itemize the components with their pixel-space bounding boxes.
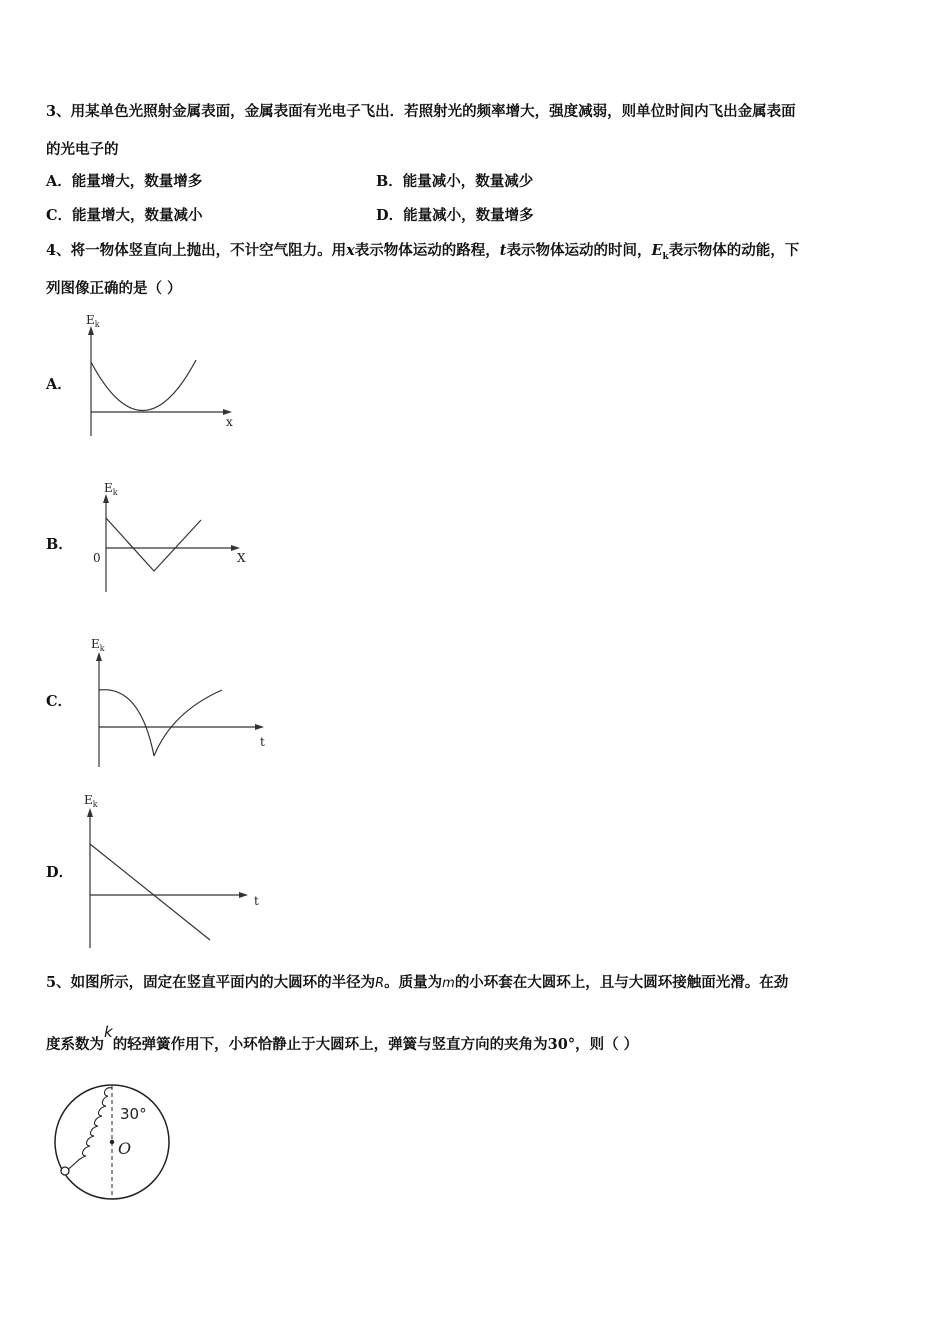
q4-var-t: t bbox=[499, 242, 507, 259]
q5-var-k: k bbox=[104, 1023, 113, 1041]
center-label: O bbox=[118, 1139, 132, 1158]
graph-c bbox=[82, 630, 272, 770]
graph-d-ylabel: $E_k$ bbox=[84, 793, 98, 809]
graph-b-label: B． bbox=[46, 536, 73, 553]
q5-var-m: m bbox=[442, 976, 455, 991]
q5-line1 bbox=[46, 973, 788, 994]
graph-a-y-arrow bbox=[88, 326, 94, 335]
graph-c-label: C． bbox=[46, 693, 73, 710]
center-point bbox=[110, 1140, 114, 1144]
q4-line2: 列图像正确的是（ ） bbox=[46, 280, 182, 297]
angle-label: 30° bbox=[120, 1105, 147, 1123]
graph-c-xlabel: t bbox=[260, 735, 265, 749]
graph-c-curve-up bbox=[154, 690, 222, 756]
graph-b-y-arrow bbox=[103, 494, 109, 503]
q5-line2 bbox=[46, 1023, 639, 1055]
q3-option-c: C．能量增大，数量减小 bbox=[46, 207, 203, 224]
q4-var-ek: E bbox=[651, 242, 663, 259]
graph-c-y-arrow bbox=[96, 652, 102, 661]
graph-d-xlabel: t bbox=[254, 894, 259, 908]
graph-d bbox=[76, 788, 276, 953]
graph-a-curve bbox=[91, 360, 196, 411]
q5-var-r: R bbox=[375, 976, 385, 991]
graph-a-label: A． bbox=[46, 376, 72, 393]
graph-c-x-arrow bbox=[255, 724, 264, 730]
graph-b-xlabel: X bbox=[237, 551, 246, 565]
graph-c-ylabel: $E_k$ bbox=[91, 637, 105, 653]
graph-a bbox=[80, 310, 250, 440]
q3-option-d: D．能量减小，数量增多 bbox=[376, 207, 534, 224]
q3-option-b: B．能量减小，数量减少 bbox=[376, 173, 534, 190]
q4-line1-a: 4、将一物体竖直向上抛出，不计空气阻力。用 bbox=[46, 242, 347, 259]
q5-line2-b: 的轻弹簧作用下，小环恰静止于大圆环上，弹簧与竖直方向的夹角为30°，则（ ） bbox=[112, 1036, 639, 1053]
graph-a-ylabel: $E_k$ bbox=[86, 313, 100, 329]
q4-var-x: x bbox=[346, 242, 355, 259]
graph-b bbox=[88, 478, 258, 596]
q3-line1: 3、用某单色光照射金属表面，金属表面有光电子飞出．若照射光的频率增大，强度减弱，则单位时间内飞出金属表面 bbox=[46, 103, 796, 120]
graph-b-curve bbox=[106, 518, 201, 571]
graph-d-label: D． bbox=[46, 864, 74, 881]
q4-line1-b: 表示物体运动的路程， bbox=[354, 242, 500, 259]
small-ring bbox=[61, 1167, 69, 1175]
q3-option-a: A．能量增大，数量增多 bbox=[46, 173, 203, 190]
q5-ring-figure bbox=[46, 1082, 181, 1207]
q4-var-ek-sub: k bbox=[662, 251, 669, 262]
graph-b-ylabel: $E_k$ bbox=[104, 481, 118, 497]
graph-d-y-arrow bbox=[87, 808, 93, 817]
q5-line1-a: 5、如图所示，固定在竖直平面内的大圆环的半径为 bbox=[46, 974, 376, 991]
q3-line2: 的光电子的 bbox=[46, 141, 119, 158]
q5-line1-c: 的小环套在大圆环上，且与大圆环接触面光滑。在劲 bbox=[454, 974, 789, 991]
graph-d-x-arrow bbox=[239, 892, 248, 898]
q4-line1-d: 表示物体的动能，下 bbox=[668, 242, 800, 259]
graph-b-origin: 0 bbox=[93, 551, 101, 565]
graph-d-curve bbox=[90, 844, 210, 940]
graph-a-xlabel: x bbox=[226, 415, 233, 429]
graph-c-curve-down bbox=[99, 690, 154, 756]
q4-line1 bbox=[46, 241, 799, 267]
q5-line1-b: 。质量为 bbox=[384, 974, 443, 991]
q4-line1-c: 表示物体运动的时间， bbox=[506, 242, 652, 259]
q5-line2-a: 度系数为 bbox=[46, 1036, 104, 1053]
